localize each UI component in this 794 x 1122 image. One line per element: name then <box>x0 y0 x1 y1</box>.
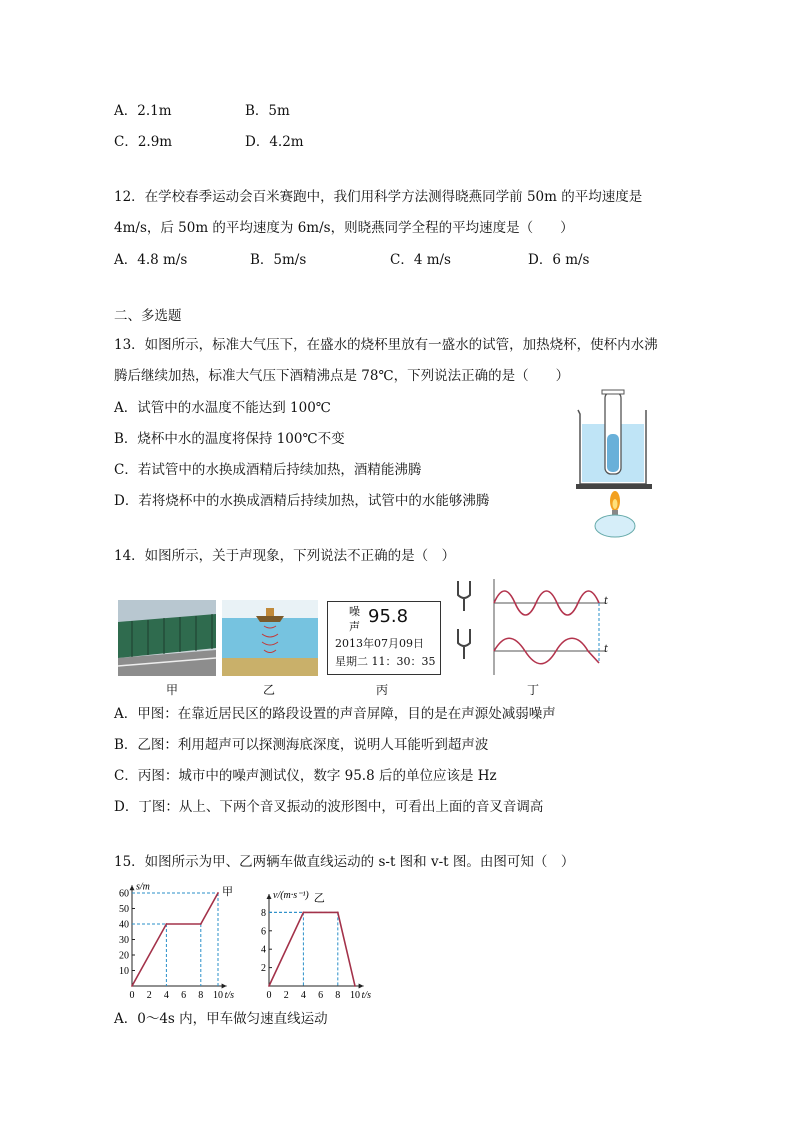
q13-option-d: D．若将烧杯中的水换成酒精后持续加热，试管中的水能够沸腾 <box>114 493 490 509</box>
vt-x-tick-label: 6 <box>318 990 324 1001</box>
test-tube-water <box>607 434 619 472</box>
q15-option-a: A．0～4s 内，甲车做匀速直线运动 <box>114 1011 328 1027</box>
test-tube-rim <box>602 390 624 394</box>
noise-label-bottom: 声 <box>349 620 360 633</box>
q15-stem: 15．如图所示为甲、乙两辆车做直线运动的 s-t 图和 v-t 图。由图可知（ ） <box>114 854 575 870</box>
vt-y-tick-label: 8 <box>261 907 266 919</box>
st-data-point <box>131 985 133 987</box>
tuning-fork-waves <box>454 577 614 677</box>
noise-value: 95.8 <box>368 606 409 627</box>
st-x-tick-label: 2 <box>146 990 152 1001</box>
vt-x-tick-label: 0 <box>266 990 272 1001</box>
q14-option-b: B．乙图：利用超声可以探测海底深度，说明人耳能听到超声波 <box>114 737 489 753</box>
q14-option-d: D．丁图：从上、下两个音叉振动的波形图中，可看出上面的音叉音调高 <box>114 799 544 815</box>
vt-y-arrow <box>267 894 272 899</box>
q12-option-a: A．4.8 m/s <box>114 252 188 268</box>
q13-option-a: A．试管中的水温度不能达到 100℃ <box>114 400 331 416</box>
noise-time: 星期二 11：30：35 <box>335 655 436 668</box>
q12-stem-line1: 12．在学校春季运动会百米赛跑中，我们用科学方法测得晓燕同学前 50m 的平均速度是 <box>114 189 643 205</box>
st-y-tick-label: 40 <box>119 919 129 931</box>
q12-option-c: C．4 m/s <box>390 252 451 268</box>
alcohol-lamp <box>595 515 635 537</box>
st-x-tick-label: 0 <box>129 990 135 1001</box>
q14-stem: 14．如图所示，关于声现象，下列说法不正确的是（ ） <box>114 548 456 564</box>
st-series-line <box>132 893 218 986</box>
q13-stem-line1: 13．如图所示，标准大气压下，在盛水的烧杯里放有一盛水的试管，加热烧杯，使杯内水沸 <box>114 337 658 353</box>
st-chart <box>110 878 245 1003</box>
noise-label-top: 噪 <box>349 605 360 618</box>
st-x-tick-label: 6 <box>181 990 187 1001</box>
st-x-tick-label: 8 <box>198 990 204 1001</box>
vt-data-point <box>354 985 356 987</box>
q11-option-a: A．2.1m <box>114 103 172 119</box>
vt-x-tick-label: 8 <box>335 990 341 1001</box>
sound-barrier-photo <box>118 600 216 676</box>
sonar-ship-photo <box>222 600 318 676</box>
caption-yi: 乙 <box>263 683 276 697</box>
noise-date: 2013年07月09日 <box>335 637 424 650</box>
vt-x-tick-label: 4 <box>300 990 306 1001</box>
vt-x-tick-label: 2 <box>283 990 289 1001</box>
st-y-tick-label: 50 <box>119 904 129 915</box>
vt-y-tick-label: 2 <box>261 963 266 975</box>
wave-axis-label-upper: t <box>604 596 609 607</box>
st-y-tick-label: 10 <box>119 966 129 977</box>
vt-x-label: t/s <box>361 990 372 1001</box>
vt-chart <box>253 878 383 1003</box>
vt-data-point <box>268 985 270 987</box>
st-y-tick-label: 20 <box>119 950 129 962</box>
q12-option-d: D．6 m/s <box>528 252 590 268</box>
vt-data-point <box>337 912 339 914</box>
st-y-tick-label: 60 <box>119 888 129 900</box>
q14-option-c: C．丙图：城市中的噪声测试仪，数字 95.8 后的单位应该是 Hz <box>114 768 497 784</box>
st-y-tick-label: 30 <box>119 935 129 946</box>
caption-jia: 甲 <box>166 683 179 697</box>
st-y-label: s/m <box>136 881 150 893</box>
q13-option-b: B．烧杯中水的温度将保持 100℃不变 <box>114 431 345 447</box>
wave-axis-label-lower: t <box>604 644 609 655</box>
vt-series-title: 乙 <box>313 892 325 905</box>
caption-bing: 丙 <box>376 683 389 697</box>
vt-data-point <box>303 912 305 914</box>
q11-option-c: C．2.9m <box>114 134 173 150</box>
section-title: 二、多选题 <box>114 308 182 324</box>
st-y-arrow <box>130 885 135 890</box>
st-x-tick-label: 10 <box>213 990 223 1001</box>
q12-stem-line2: 4m/s，后 50m 的平均速度为 6m/s，则晓燕同学全程的平均速度是（ ） <box>114 220 574 236</box>
q13-option-c: C．若试管中的水换成酒精后持续加热，酒精能沸腾 <box>114 462 422 478</box>
wire-gauze <box>576 484 652 489</box>
flame-core <box>613 499 618 509</box>
q11-option-b: B．5m <box>245 103 290 119</box>
q14-option-a: A．甲图：在靠近居民区的路段设置的声音屏障，目的是在声源处减弱噪声 <box>114 706 556 722</box>
st-x-arrow <box>222 984 227 989</box>
tuning-fork-icon-upper <box>458 581 470 598</box>
tuning-fork-icon-lower <box>458 629 470 646</box>
q11-option-d: D．4.2m <box>245 134 304 150</box>
noise-meter <box>327 601 441 675</box>
q13-stem-line2: 腾后继续加热，标准大气压下酒精沸点是 78℃，下列说法正确的是（ ） <box>114 368 570 384</box>
beaker-figure <box>572 388 662 540</box>
caption-ding: 丁 <box>527 683 540 697</box>
st-data-point <box>217 892 219 894</box>
vt-series-line <box>269 912 355 986</box>
st-data-point <box>200 923 202 925</box>
st-data-point <box>166 923 168 925</box>
vt-y-tick-label: 4 <box>261 944 266 956</box>
vt-x-arrow <box>359 984 364 989</box>
st-series-title: 甲 <box>222 886 233 898</box>
vt-y-tick-label: 6 <box>261 926 266 938</box>
vt-x-tick-label: 10 <box>350 990 360 1001</box>
st-x-tick-label: 4 <box>163 990 169 1001</box>
st-x-label: t/s <box>224 990 235 1001</box>
q12-option-b: B．5m/s <box>250 252 307 268</box>
vt-y-label: v/(m·s⁻¹) <box>273 890 309 901</box>
